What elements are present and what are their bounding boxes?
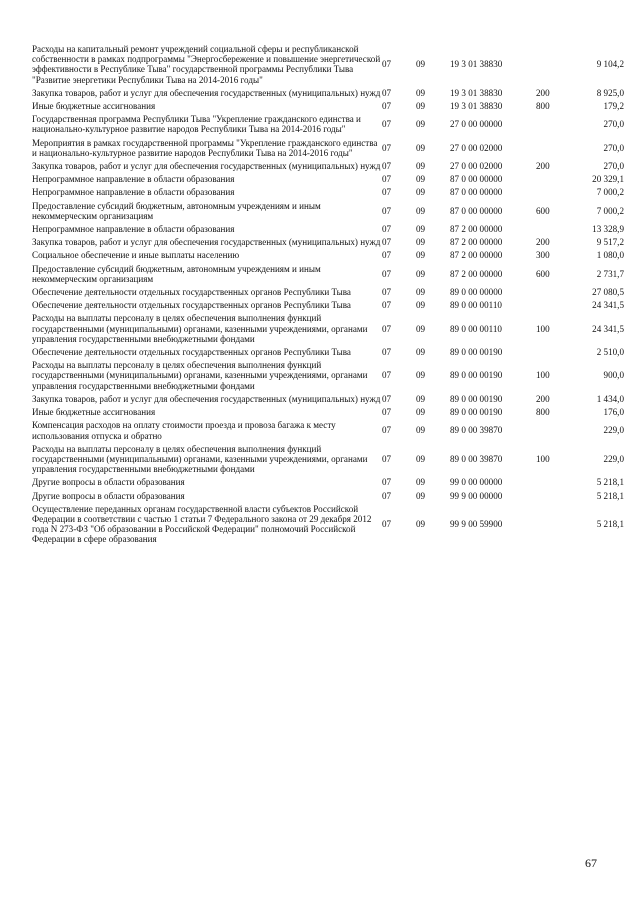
row-name: Предоставление субсидий бюджетным, автономным учреждениям и иным некоммерческим организациям (32, 263, 321, 284)
row-amount: 24 341,5 (592, 300, 624, 311)
row-section-code: 07 (382, 250, 392, 261)
table-row (32, 360, 624, 394)
table-row (32, 101, 624, 114)
table-row (32, 174, 624, 187)
row-expense-type-code (536, 491, 582, 504)
row-section-code: 07 (382, 119, 392, 130)
row-amount: 270,0 (603, 161, 624, 172)
row-target-article-code: 27 0 00 00000 (450, 119, 503, 130)
row-target-article-code: 87 2 00 00000 (450, 268, 503, 279)
row-subsection-code: 09 (416, 174, 426, 185)
row-target-article-code: 87 2 00 00000 (450, 224, 503, 235)
row-target-article-code: 99 9 00 59900 (450, 519, 503, 530)
row-name: Другие вопросы в области образования (32, 490, 185, 501)
table-row (32, 407, 624, 420)
row-expense-type-code (536, 174, 582, 187)
row-name: Обеспечение деятельности отдельных государственных органов Республики Тыва (32, 347, 351, 358)
row-expense-type-code (536, 44, 582, 88)
row-target-article-code: 19 3 01 38830 (450, 101, 503, 112)
row-target-article-code: 89 0 00 39870 (450, 453, 503, 464)
row-section-code: 07 (382, 287, 392, 298)
row-expense-type-code (536, 138, 582, 161)
row-target-article-code: 89 0 00 00190 (450, 407, 503, 418)
table-row (32, 444, 624, 478)
row-expense-type-code: 300 (536, 250, 550, 261)
row-expense-type-code: 800 (536, 101, 550, 112)
row-target-article-code: 27 0 00 02000 (450, 161, 503, 172)
row-name: Предоставление субсидий бюджетным, автономным учреждениям и иным некоммерческим организациям (32, 200, 321, 221)
row-expense-type-code (536, 477, 582, 490)
row-subsection-code: 09 (416, 101, 426, 112)
row-name: Закупка товаров, работ и услуг для обеспечения государственных (муниципальных) нужд (32, 393, 381, 404)
row-name: Обеспечение деятельности отдельных государственных органов Республики Тыва (32, 300, 351, 311)
row-expense-type-code: 200 (536, 87, 550, 98)
row-section-code: 07 (382, 347, 392, 358)
row-expense-type-code: 200 (536, 393, 550, 404)
row-section-code: 07 (382, 174, 392, 185)
table-row (32, 504, 624, 548)
table-row (32, 138, 624, 161)
row-expense-type-code (536, 347, 582, 360)
row-target-article-code: 87 0 00 00000 (450, 205, 503, 216)
row-target-article-code: 27 0 00 02000 (450, 142, 503, 153)
row-target-article-code: 87 0 00 00000 (450, 174, 503, 185)
row-target-article-code: 87 2 00 00000 (450, 237, 503, 248)
row-amount: 270,0 (603, 142, 624, 153)
row-amount: 2 510,0 (596, 347, 624, 358)
table-row (32, 287, 624, 300)
row-section-code: 07 (382, 237, 392, 248)
row-subsection-code: 09 (416, 87, 426, 98)
row-section-code: 07 (382, 161, 392, 172)
row-name: Непрограммное направление в области образования (32, 174, 235, 185)
row-name: Закупка товаров, работ и услуг для обеспечения государственных (муниципальных) нужд (32, 161, 381, 172)
row-subsection-code: 09 (416, 287, 426, 298)
row-name: Осуществление переданных органам государственной власти субъектов Российской Федерации в соответствии с частью 1 статьи 7 Федерального закона от 29 декабря 2012 года N 273-ФЗ "Об образовании в Российской Федерации" полномочий Российской Федерации в сфере образования (32, 503, 372, 545)
row-amount: 7 000,2 (596, 187, 624, 198)
row-name: Непрограммное направление в области образования (32, 224, 235, 235)
row-target-article-code: 89 0 00 00110 (450, 300, 502, 311)
row-expense-type-code: 100 (536, 323, 550, 334)
row-section-code: 07 (382, 453, 392, 464)
row-subsection-code: 09 (416, 393, 426, 404)
row-expense-type-code (536, 420, 582, 443)
table-row (32, 491, 624, 504)
row-section-code: 07 (382, 477, 392, 488)
row-subsection-code: 09 (416, 187, 426, 198)
row-expense-type-code: 600 (536, 205, 550, 216)
row-expense-type-code (536, 114, 582, 137)
row-target-article-code: 89 0 00 00000 (450, 287, 503, 298)
row-expense-type-code (536, 504, 582, 548)
row-amount: 9 517,2 (596, 237, 624, 248)
row-section-code: 07 (382, 268, 392, 279)
row-target-article-code: 87 0 00 00000 (450, 187, 503, 198)
row-section-code: 07 (382, 205, 392, 216)
table-row (32, 237, 624, 250)
row-amount: 24 341,5 (592, 323, 624, 334)
row-expense-type-code: 100 (536, 453, 550, 464)
row-target-article-code: 89 0 00 39870 (450, 425, 503, 436)
row-expense-type-code: 200 (536, 237, 550, 248)
row-target-article-code: 89 0 00 00190 (450, 347, 503, 358)
row-amount: 900,0 (603, 370, 624, 381)
row-expense-type-code (536, 224, 582, 237)
row-section-code: 07 (382, 407, 392, 418)
row-amount: 27 080,5 (592, 287, 624, 298)
row-name: Иные бюджетные ассигнования (32, 101, 156, 112)
row-amount: 5 218,1 (596, 519, 624, 530)
row-section-code: 07 (382, 393, 392, 404)
row-section-code: 07 (382, 300, 392, 311)
row-expense-type-code: 600 (536, 268, 550, 279)
row-amount: 229,0 (603, 425, 624, 436)
row-subsection-code: 09 (416, 323, 426, 334)
row-name: Закупка товаров, работ и услуг для обеспечения государственных (муниципальных) нужд (32, 87, 381, 98)
row-subsection-code: 09 (416, 224, 426, 235)
row-target-article-code: 99 0 00 00000 (450, 477, 503, 488)
row-amount: 229,0 (603, 453, 624, 464)
row-subsection-code: 09 (416, 453, 426, 464)
budget-table (32, 44, 624, 548)
row-amount: 176,0 (603, 407, 624, 418)
row-amount: 9 104,2 (596, 59, 624, 70)
table-row (32, 347, 624, 360)
row-expense-type-code (536, 187, 582, 200)
row-subsection-code: 09 (416, 407, 426, 418)
row-amount: 5 218,1 (596, 490, 624, 501)
row-section-code: 07 (382, 490, 392, 501)
row-section-code: 07 (382, 323, 392, 334)
row-subsection-code: 09 (416, 370, 426, 381)
table-row (32, 187, 624, 200)
row-name: Расходы на выплаты персоналу в целях обеспечения выполнения функций государственными (муниципальными) органами, казенными учреждениями, органами управления государственными внебюджетными фондами (32, 313, 368, 344)
row-amount: 179,2 (603, 101, 624, 112)
row-subsection-code: 09 (416, 300, 426, 311)
row-subsection-code: 09 (416, 268, 426, 279)
row-amount: 1 080,0 (596, 250, 624, 261)
row-name: Обеспечение деятельности отдельных государственных органов Республики Тыва (32, 287, 351, 298)
table-row (32, 44, 624, 88)
row-section-code: 07 (382, 187, 392, 198)
row-name: Непрограммное направление в области образования (32, 187, 235, 198)
row-section-code: 07 (382, 87, 392, 98)
table-row (32, 250, 624, 263)
row-target-article-code: 89 0 00 00110 (450, 323, 502, 334)
row-amount: 270,0 (603, 119, 624, 130)
table-row (32, 420, 624, 443)
table-row (32, 201, 624, 224)
row-expense-type-code: 800 (536, 407, 550, 418)
row-subsection-code: 09 (416, 250, 426, 261)
row-name: Другие вопросы в области образования (32, 477, 185, 488)
row-target-article-code: 87 2 00 00000 (450, 250, 503, 261)
row-subsection-code: 09 (416, 161, 426, 172)
row-name: Государственная программа Республики Тыва "Укрепление гражданского единства и национально-культурное развитие народов Республики Тыва на 2014-2016 годы" (32, 114, 361, 135)
row-target-article-code: 99 9 00 00000 (450, 490, 503, 501)
table-row (32, 161, 624, 174)
row-amount: 8 925,0 (596, 87, 624, 98)
row-section-code: 07 (382, 425, 392, 436)
table-row (32, 394, 624, 407)
row-expense-type-code (536, 287, 582, 300)
row-section-code: 07 (382, 59, 392, 70)
table-row (32, 313, 624, 347)
row-section-code: 07 (382, 101, 392, 112)
row-subsection-code: 09 (416, 477, 426, 488)
row-expense-type-code: 200 (536, 161, 550, 172)
row-amount: 2 731,7 (596, 268, 624, 279)
row-target-article-code: 89 0 00 00190 (450, 393, 503, 404)
row-name: Закупка товаров, работ и услуг для обеспечения государственных (муниципальных) нужд (32, 237, 381, 248)
budget-table-body (32, 44, 624, 548)
row-amount: 1 434,0 (596, 393, 624, 404)
row-amount: 20 329,1 (592, 174, 624, 185)
row-subsection-code: 09 (416, 205, 426, 216)
row-target-article-code: 89 0 00 00190 (450, 370, 503, 381)
row-subsection-code: 09 (416, 237, 426, 248)
table-row (32, 88, 624, 101)
page-number: 67 (585, 856, 597, 870)
table-row (32, 224, 624, 237)
row-section-code: 07 (382, 224, 392, 235)
row-name: Мероприятия в рамках государственной программы "Укрепление гражданского единства и национально-культурное развитие народов Республики Тыва на 2014-2016 годы" (32, 137, 378, 158)
row-subsection-code: 09 (416, 519, 426, 530)
row-section-code: 07 (382, 142, 392, 153)
row-name: Иные бюджетные ассигнования (32, 407, 156, 418)
row-target-article-code: 19 3 01 38830 (450, 87, 503, 98)
row-expense-type-code: 100 (536, 370, 550, 381)
row-name: Компенсация расходов на оплату стоимости проезда и провоза багажа к месту использования отпуска и обратно (32, 420, 336, 441)
row-name: Социальное обеспечение и иные выплаты населению (32, 250, 240, 261)
row-subsection-code: 09 (416, 119, 426, 130)
row-subsection-code: 09 (416, 425, 426, 436)
row-amount: 7 000,2 (596, 205, 624, 216)
row-target-article-code: 19 3 01 38830 (450, 59, 503, 70)
row-section-code: 07 (382, 519, 392, 530)
table-row (32, 264, 624, 287)
row-name: Расходы на выплаты персоналу в целях обеспечения выполнения функций государственными (муниципальными) органами, казенными учреждениями, органами управления государственными внебюджетными фондами (32, 443, 368, 475)
row-amount: 13 328,9 (592, 224, 624, 235)
table-row (32, 114, 624, 137)
row-subsection-code: 09 (416, 59, 426, 70)
row-expense-type-code (536, 300, 582, 313)
table-row (32, 477, 624, 490)
row-subsection-code: 09 (416, 490, 426, 501)
row-subsection-code: 09 (416, 142, 426, 153)
row-section-code: 07 (382, 370, 392, 381)
row-name: Расходы на капитальный ремонт учреждений социальной сферы и республиканской собственности в рамках подпрограммы "Энергосбережение и повышение энергетической эффективности в Республике Тыва" государственной программы Республики Тыва "Развитие энергетики Республики Тыва на 2014-2016 годы" (32, 44, 381, 85)
row-subsection-code: 09 (416, 347, 426, 358)
row-amount: 5 218,1 (596, 477, 624, 488)
row-name: Расходы на выплаты персоналу в целях обеспечения выполнения функций государственными (муниципальными) органами, казенными учреждениями, органами управления государственными внебюджетными фондами (32, 360, 368, 391)
table-row (32, 300, 624, 313)
